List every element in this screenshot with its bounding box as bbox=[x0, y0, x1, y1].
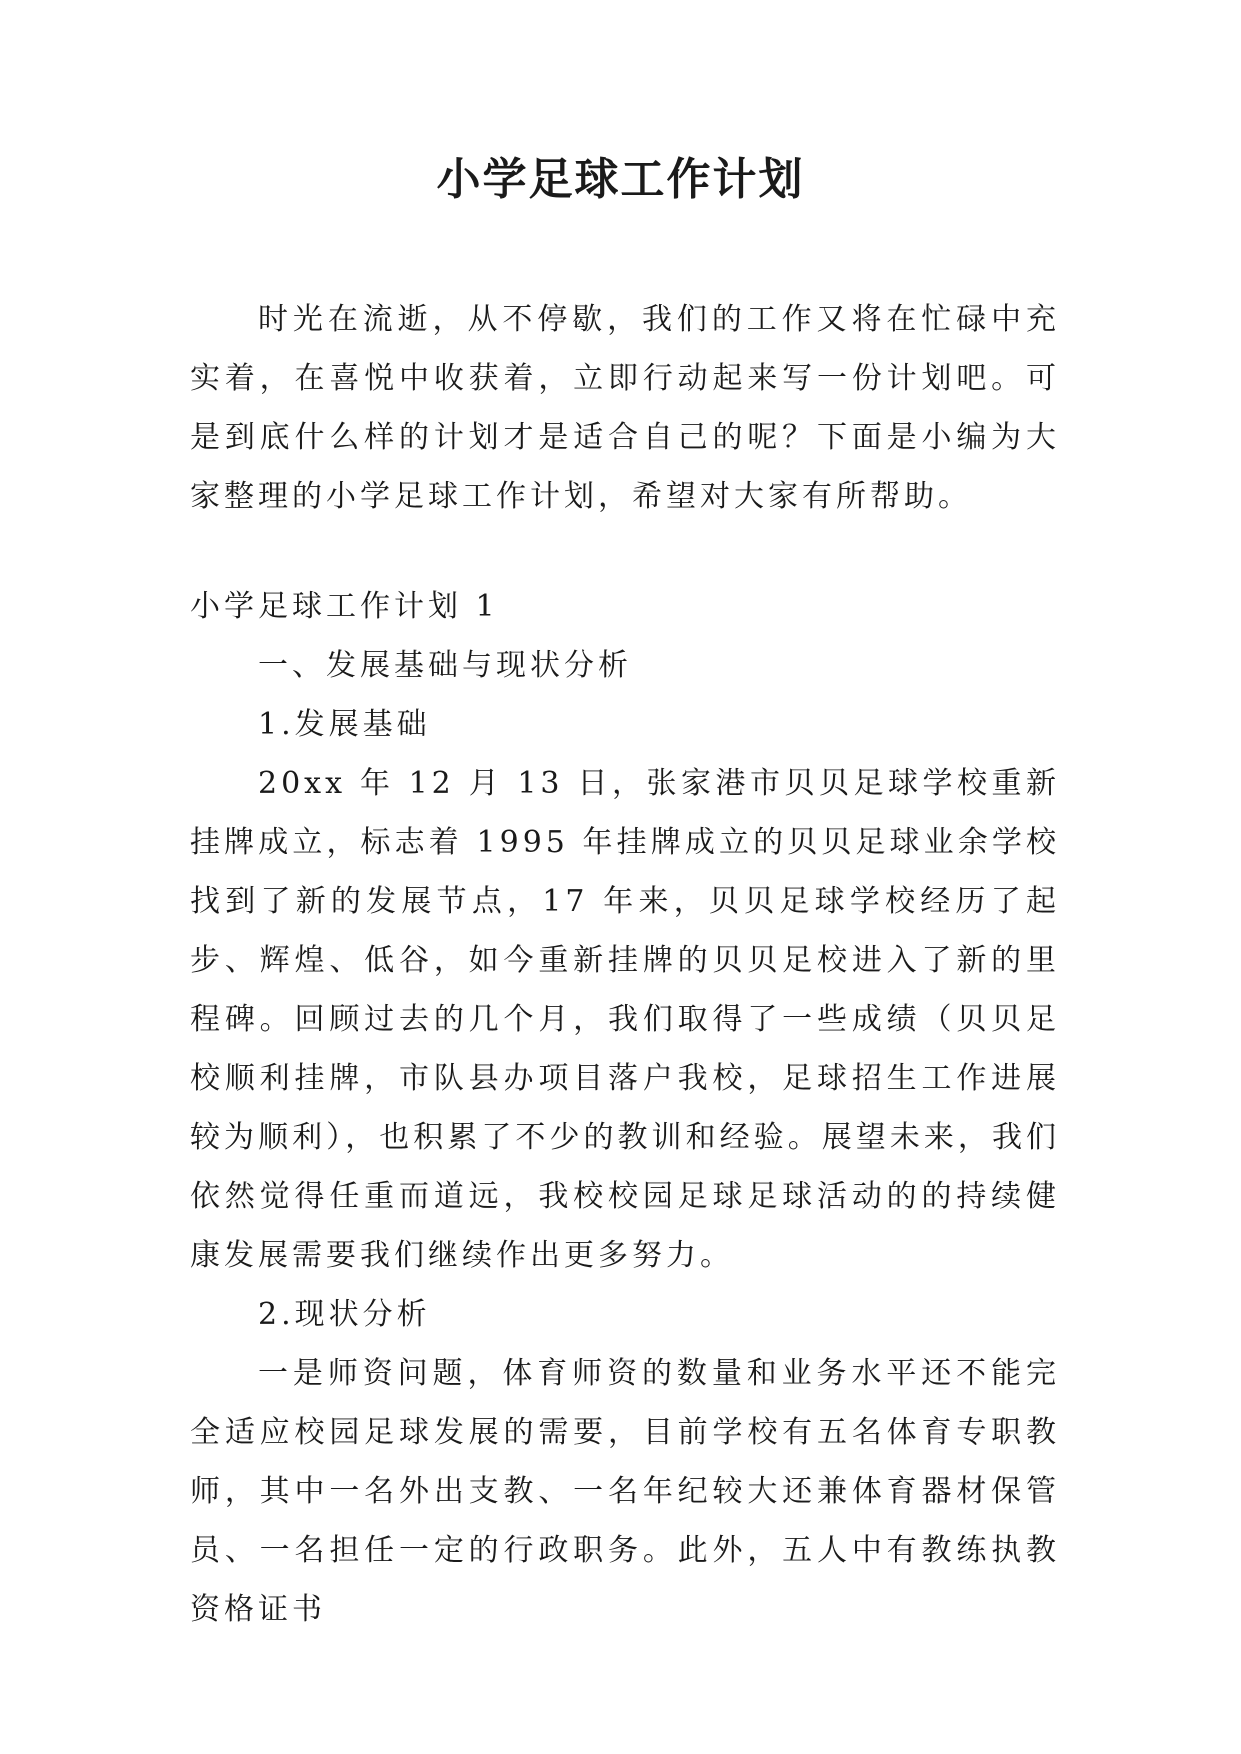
section-heading: 小学足球工作计划 1 bbox=[190, 589, 499, 624]
item-body-status-analysis: 一是师资问题，体育师资的数量和业务水平还不能完全适应校园足球发展的需要，目前学校有五名体育专职教师，其中一名外出支教、一名年纪较大还兼体育器材保管员、一名担任一定的行政职务。此外，五人中有教练执教资格证书 bbox=[190, 1356, 1060, 1627]
item-title-status-analysis: 2.现状分析 bbox=[258, 1297, 431, 1332]
plan-section-1 bbox=[190, 577, 1060, 1639]
document-title: 小学足球工作计划 bbox=[436, 154, 805, 205]
item-title-development-basis: 1.发展基础 bbox=[258, 707, 431, 742]
intro-paragraph: 时光在流逝，从不停歇，我们的工作又将在忙碌中充实着，在喜悦中收获着，立即行动起来写一份计划吧。可是到底什么样的计划才是适合自己的呢？下面是小编为大家整理的小学足球工作计划，希望对大家有所帮助。 bbox=[190, 302, 1060, 514]
item-body-development-basis: 20xx 年 12 月 13 日，张家港市贝贝足球学校重新挂牌成立，标志着 1995 年挂牌成立的贝贝足球业余学校找到了新的发展节点，17 年来，贝贝足球学校经历了起步、辉煌、低谷，如今重新挂牌的贝贝足校进入了新的里程碑。回顾过去的几个月，我们取得了一些成绩（贝贝足校顺利挂牌，市队县办项目落户我校，足球招生工作进展较为顺利），也积累了不少的教训和经验。展望未来，我们依然觉得任重而道远，我校校园足球足球活动的的持续健康发展需要我们继续作出更多努力。 bbox=[190, 766, 1060, 1273]
section-subheading: 一、发展基础与现状分析 bbox=[258, 648, 632, 683]
